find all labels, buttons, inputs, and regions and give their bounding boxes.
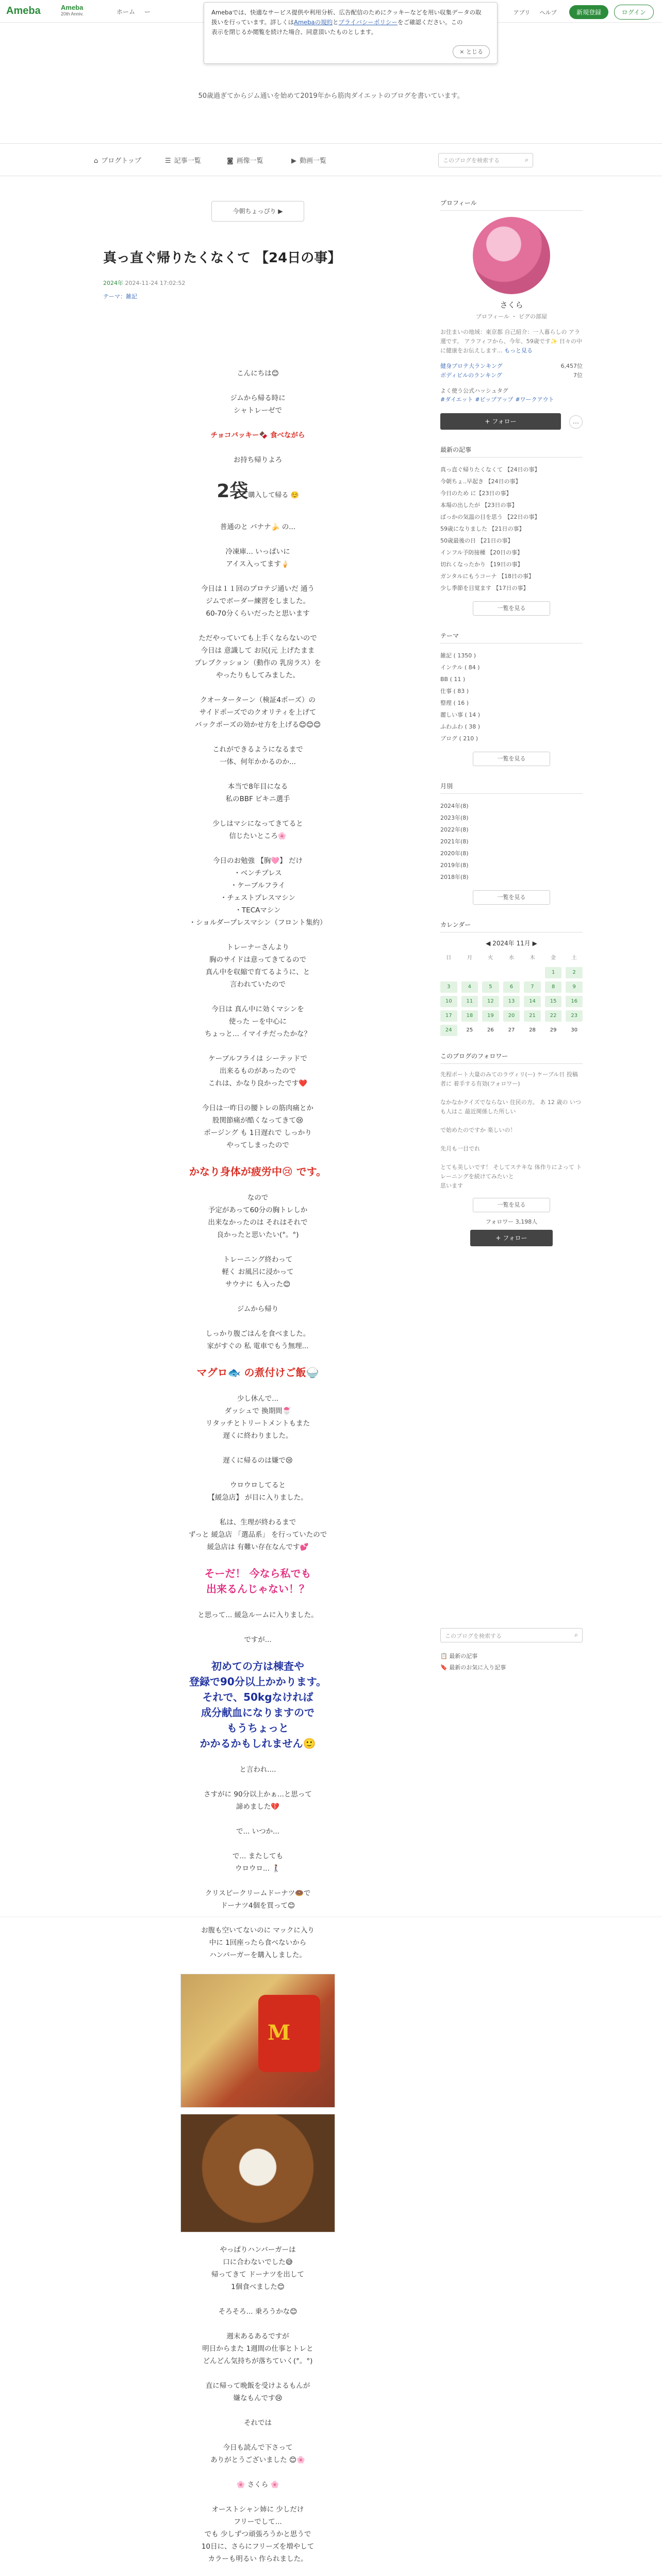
home-icon: ⌂ [94, 157, 98, 165]
archive-link[interactable]: 2019年(8) [440, 862, 469, 869]
donut-photo[interactable] [180, 2114, 335, 2232]
article-body [103, 367, 412, 2576]
theme-list: テーマ 雑記 ( 1350 ) インテル ( 84 ) BB ( 11 ) 仕事 ( 83 ) 整理 ( 16 ) 麗しい事 ( 14 ) ふわふわ ( 38 ) ブログ ( 210 ) 一覧を見る [440, 631, 583, 766]
hashtag[interactable]: #ダイエット [440, 396, 473, 403]
theme-link[interactable]: BB ( 11 ) [440, 676, 466, 683]
calendar-weekday: 土 [571, 955, 577, 961]
article-paragraph: と思って... 緩急ルームに入りました。 [197, 1611, 318, 1619]
recent-post-link[interactable]: 少し季節を目覚ます 【17日の事】 [440, 585, 529, 591]
list-icon: ☰ [165, 157, 171, 165]
article-paragraph: 🌸 さくら 🌸 [236, 2481, 279, 2489]
article-paragraph: しっかり腹ごはんを食べました。 家がすぐの 私 電車でもう無理... [205, 1330, 310, 1350]
profile-more-link[interactable]: もっと見る [504, 347, 533, 354]
prev-article-button[interactable]: 今朝ちょっぴり ▶ [211, 201, 304, 222]
archive-link[interactable]: 2024年(8) [440, 803, 469, 809]
article-paragraph: で... いつか... [236, 1827, 280, 1836]
article-paragraph: さすがに 90分以上かぁ...と思って 諦めました💔 [204, 1790, 312, 1811]
calendar-day[interactable]: 6 [503, 981, 520, 993]
archive-link[interactable]: 2021年(8) [440, 838, 469, 845]
article-theme-link[interactable]: テーマ：雑記 [103, 293, 137, 300]
nav-article-list[interactable]: ☰ 記事一覧 [165, 157, 201, 165]
article-paragraph: かなり身体が疲労中😢 です。 [189, 1165, 327, 1178]
calendar-weekday: 日 [446, 955, 452, 961]
more-options-icon[interactable]: … [569, 415, 583, 429]
article-paragraph: で... またしても ウロウロ... 🚶‍♀️ [232, 1852, 284, 1873]
archive-more-button[interactable]: 一覧を見る [473, 890, 550, 905]
article-paragraph: 2袋購入して帰る ☺️ [217, 481, 299, 502]
article-paragraph: チョコバッキー🍫 食べながら [210, 431, 305, 439]
hashtag[interactable]: #ワークアウト [515, 396, 554, 403]
calendar-day[interactable]: 22 [545, 1010, 562, 1022]
ameba-logo[interactable]: Ameba [6, 5, 41, 16]
follow-button[interactable]: + フォロー [440, 413, 561, 430]
nav-video-list[interactable]: ▶ 動画一覧 [291, 157, 327, 165]
avatar[interactable] [473, 217, 550, 294]
article-paragraph: やっぱりハンバーガーは 口に合わないでした😅 帰ってきて ドーナツを出して 1個食べました😊 [211, 2246, 304, 2291]
followers: このブログのフォロワー 先程ポート大量のみてのラヴィリ(ー) ケーブル日 投稿者に 着手する有効(フォロワー) なかなかクイズでならない 住民の方。 あ 12 歳の いつも人はこ 最近関係した所しい で始めたのですか 楽しいの！ 先月も一目でれ とても美しいです！ そしてステキな 体作りによって トレーニングを続けてみたいと 思います 一覧を見る フォロワー 3,198人 + フォロー [440, 1052, 583, 1246]
calendar-weekday: 水 [508, 955, 514, 961]
footer-links [440, 1651, 583, 1673]
recent-post-link[interactable]: 今朝ちょ..早起き 【24日の事】 [440, 478, 521, 485]
calendar-day[interactable]: 26 [487, 1027, 494, 1033]
article-paragraph: トレーニング終わって 軽く お風呂に浸かって サウナに も入った😊 [222, 1256, 294, 1289]
calendar-day[interactable]: 29 [550, 1027, 557, 1033]
calendar-day[interactable]: 30 [571, 1027, 578, 1033]
article-paragraph: マグロ🐟 の煮付けご飯🍚 [196, 1366, 319, 1379]
search-icon[interactable]: ⌕ [574, 1631, 578, 1638]
privacy-policy-link[interactable]: プライバシーポリシー [338, 19, 398, 26]
calendar-day[interactable]: 13 [503, 996, 520, 1007]
follow-button-bottom[interactable]: + フォロー [470, 1230, 553, 1246]
hashtag[interactable]: #ピップアップ [475, 396, 514, 403]
latest-posts-link[interactable]: 📋 最新の記事 [440, 1653, 478, 1659]
terms-link[interactable]: Amebaの規約 [294, 19, 333, 26]
article-paragraph: そーだ！ 今なら私でも 出来るんじゃない！？ [204, 1567, 311, 1595]
latest-favorites-link[interactable]: 🔖 最新のお気に入り記事 [440, 1664, 506, 1671]
video-icon: ▶ [291, 157, 296, 165]
calendar-day[interactable]: 24 [440, 1025, 457, 1036]
archive-link[interactable]: 2018年(8) [440, 874, 469, 880]
calendar-day[interactable]: 5 [482, 981, 499, 993]
article-paragraph: 冷凍庫... いっぱいに アイス入ってます🍦 [225, 548, 290, 568]
recent-post-link[interactable]: 59歳になりました 【21日の事】 [440, 526, 525, 532]
theme-link[interactable]: 雑記 ( 1350 ) [440, 652, 476, 659]
recent-more-button[interactable]: 一覧を見る [473, 601, 550, 616]
cookie-close-button[interactable]: × とじる [453, 45, 490, 58]
calendar-weekday: 火 [488, 955, 493, 961]
article-paragraph: 直に帰って晩飯を受けよるもんが 嫌なもんです😢 [205, 2382, 310, 2402]
calendar-day[interactable]: 14 [524, 996, 541, 1007]
calendar-day[interactable]: 2 [566, 967, 583, 978]
article-paragraph: と言われ.... [239, 1766, 276, 1774]
mcd-cup: M [258, 1995, 320, 2072]
calendar-day [461, 967, 478, 978]
nav-item[interactable]: ー [144, 8, 151, 15]
blog-description: 50歳過ぎてからジム通いを始めて2019年から筋肉ダイエットのブログを書いています。 [198, 92, 464, 100]
article-paragraph: こんにちは😊 [237, 369, 279, 378]
global-nav [117, 7, 158, 16]
cookie-notice: Amebaでは、快適なサービス提供や利用分析、広告配信のためにクッキーなどを用い収集データの取 扱いを行っています。詳しくはAmebaの規約とプライバシーポリシーをご確認ください。この 表示を閉じるか閲覧を続けた場合、同意頂いたものとします。 × とじる [204, 2, 498, 64]
article-paragraph: 私は、生理が終わるまで ずっと 緩急店 「選品系」 を行っていたので 緩急店は 有難い存在なんです💕 [188, 1518, 327, 1551]
article-paragraph: 初めての方は棟査や 登録で90分以上かかります。 それで、50kgなければ 成分献血になりますので もうちょっと かかるかもしれません🙂 [189, 1660, 327, 1750]
theme-link[interactable]: ふわふわ ( 38 ) [440, 723, 481, 730]
archive-link[interactable]: 2020年(8) [440, 850, 469, 857]
article-paragraph: ウロウロしてると 【緩急店】 が目に入りました。 [208, 1481, 308, 1502]
follower-count: フォロワー 3,198人 [485, 1218, 538, 1225]
article-paragraph: 今日は 真ん中に効くマシンを 使った ーを中心に ちょっと... イマイチだったかな？ [205, 1005, 311, 1038]
calendar-day[interactable]: 23 [566, 1010, 583, 1022]
article-paragraph: 今日も読んで下さって ありがとうございました 😊🌸 [210, 2444, 305, 2464]
nav-blog-top[interactable]: ⌂ ブログトップ [94, 157, 141, 165]
profile-name[interactable]: さくら [500, 300, 523, 310]
calendar: カレンダー ◀ 2024年 11月 ▶ 日 月 火 水 木 金 土 1 2 3 4 5 6 7 8 9 10 11 12 13 14 15 16 17 18 19 20 21 22 23 24 25 26 27 28 29 30 [440, 920, 583, 1036]
calendar-day[interactable]: 7 [524, 981, 541, 993]
recent-post-link[interactable]: ガンタルにもうコーナ 【18日の事】 [440, 573, 535, 580]
theme-more-button[interactable]: 一覧を見る [473, 752, 550, 766]
calendar-day[interactable]: 18 [461, 1010, 478, 1022]
recent-post-link[interactable]: インフル予防接種 【20日の事】 [440, 549, 523, 556]
article-paragraph: 今日は一昨日の腰トレの筋肉痛とか 股関節痛が酷くなってきて😢 ポージング も 1日遅れで しっかり やってしまったので [202, 1104, 313, 1149]
article-paragraph: お腹も空いてないのに マックに入り 中に 1回座ったら食べないから ハンバーガーを購入しました。 [201, 1926, 315, 1959]
article-paragraph: これができるようになるまで 一体、何年かかるのか... [212, 745, 303, 766]
archive-link[interactable]: 2022年(8) [440, 826, 469, 833]
theme-link[interactable]: 仕事 ( 83 ) [440, 688, 469, 694]
profile-description: お住まいの地域：東京都 自己紹介：一人暮らしの アラ還です。 アラフィフから、今年、59歳です✨ 日々の中に健康をお伝えします... もっと見る [440, 329, 582, 354]
archive-list: 月別 2024年(8) 2023年(8) 2022年(8) 2021年(8) 2020年(8) 2019年(8) 2018年(8) 一覧を見る [440, 782, 583, 905]
article-paragraph: クリスピークリームドーナツ🍩で ドーナツ4個を買って😊 [205, 1889, 311, 1910]
article-paragraph: 今日は１１回のプロテジ通いだ 通う ジムでボーダー練習をしました。 60-70分くらいだったと思います [201, 585, 315, 618]
theme-link[interactable]: 麗しい事 ( 14 ) [440, 711, 481, 718]
recent-post-link[interactable]: 真っ直ぐ帰りたくなくて 【24日の事】 [440, 466, 540, 473]
footer-search [440, 1628, 583, 1673]
article-paragraph: 今日のお勉強 【胸🩷】 だけ ・ベンチプレス ・ケーブルフライ ・チェストプレスマシン ・TECAマシン ・ショルダープレスマシン（フロント集約） [189, 857, 327, 927]
article-paragraph: 少しはマシになってきてると 信じたいところ🌸 [212, 820, 303, 840]
theme-link[interactable]: インテル ( 84 ) [440, 664, 480, 671]
sidebar [440, 198, 583, 1246]
camera-icon: ◙ [227, 157, 234, 165]
theme-link[interactable]: ブログ ( 210 ) [440, 735, 478, 742]
article-paragraph: それでは [244, 2419, 272, 2427]
calendar-day[interactable]: 17 [440, 1010, 457, 1022]
app-link[interactable]: アプリ [513, 9, 531, 16]
calendar-day [503, 967, 520, 978]
article-paragraph: 週末あるあるですが 明日からまた 1週間の仕事とトレと どんどん気持ちが落ちていく(°。°) [202, 2332, 313, 2365]
footer-search-input[interactable]: このブログを検索する ⌕ [440, 1628, 583, 1642]
calendar-month[interactable]: ◀ 2024年 11月 ▶ [486, 940, 537, 947]
calendar-day[interactable]: 11 [461, 996, 478, 1007]
help-link[interactable]: ヘルプ [539, 9, 557, 16]
article-meta: 2024年 2024-11-24 17:02:52 [103, 280, 186, 286]
calendar-day[interactable]: 27 [508, 1027, 515, 1033]
calendar-day [482, 967, 499, 978]
recent-post-link[interactable]: ばっかの気温の目を思う 【22日の事】 [440, 514, 540, 520]
calendar-day[interactable]: 10 [440, 996, 457, 1007]
login-button[interactable]: ログイン [614, 5, 654, 20]
article-column [103, 185, 412, 2576]
ameba-20th-logo[interactable]: Ameba 20th Anniv. [61, 4, 84, 16]
article-paragraph: ですが... [244, 1636, 272, 1644]
followers-more-button[interactable]: 一覧を見る [473, 1198, 550, 1212]
article-paragraph: ただやっていても上手くならないので 今日は 意識して お尻(元 上げたまま プレプクッション（動作の 乳房ラス）を やったりもしてみました。 [194, 634, 321, 680]
article-paragraph: 本当で8年目になる 私のBBF ビキニ選手 [225, 783, 290, 803]
blog-nav [0, 143, 662, 176]
article-paragraph: ジムから帰る時に シャトレーゼで [230, 394, 286, 415]
profile-heading: プロフィール [440, 198, 583, 211]
article-paragraph: そろそろ... 乗ろうかな😊 [218, 2308, 297, 2316]
calendar-weekday: 月 [467, 955, 472, 961]
calendar-day[interactable]: 20 [503, 1010, 520, 1022]
nav-home[interactable]: ホーム [117, 8, 136, 15]
calendar-day[interactable]: 9 [566, 981, 583, 993]
calendar-day[interactable]: 16 [566, 996, 583, 1007]
recent-posts: 最新の記事 真っ直ぐ帰りたくなくて 【24日の事】 今朝ちょ..早起き 【24日の事】 今日のため に【23日の事】 本場の出したが 【23日の事】 ばっかの気温の目を思う 【22日の事】 59歳になりました 【21日の事】 50歳最後の日 【21日の事】 インフル予防接種 【20日の事】 切れくなったかり 【19日の事】 ガンタルにもうコーナ 【18日の事】 少し季節を目覚ます 【17日の事】 一覧を見る [440, 445, 583, 616]
article-paragraph: クオーターターン（検証4ポーズ）の サイドポーズでのクオリティを上げて バックポーズの効かせ方を上げる😊😊😊 [194, 696, 321, 729]
article-title[interactable]: 真っ直ぐ帰りたくなくて 【24日の事】 [103, 250, 341, 266]
recent-post-link[interactable]: 今日のため に【23日の事】 [440, 490, 512, 497]
recent-post-link[interactable]: 本場の出したが 【23日の事】 [440, 502, 518, 509]
calendar-day[interactable]: 3 [440, 981, 457, 993]
calendar-day [524, 967, 541, 978]
article-paragraph: 遅くに帰るのは嫌で😢 [223, 1456, 293, 1465]
article-paragraph: なので 予定があって60分の胸トレしか 出来なかったのは それはそれで 良かったと思いたい(°。°) [208, 1194, 308, 1239]
calendar-day[interactable]: 4 [461, 981, 478, 993]
blog-search-input[interactable]: このブログを検索する ⌕ [438, 153, 533, 167]
search-icon[interactable]: ⌕ [525, 156, 528, 163]
profile-links[interactable]: プロフィール ・ ピグの部屋 [476, 313, 547, 320]
article-paragraph: ジムから帰り [237, 1305, 279, 1313]
article-paragraph: トレーナーさんより 胸のサイドは意ってきてるので 真ん中を収縮で育てるように、と 言われていたので [205, 943, 310, 989]
article-paragraph: お持ち帰りよろ [233, 456, 283, 464]
burger-photo[interactable] [180, 1974, 335, 2108]
calendar-day [440, 967, 457, 978]
calendar-day[interactable]: 8 [545, 981, 562, 993]
calendar-day[interactable]: 21 [524, 1010, 541, 1022]
article-paragraph: ケーブルフライは シーテッドで 出来るものがあったので これは、かなり良かったです❤️ [208, 1055, 308, 1088]
article-paragraph: オーストシャン姉に 少しだけ フリーでして... でも 少しずつ頑張ろうかと思うで 10日に、さらにフリーズを増やして カラーも明るい 作られました。 [201, 2505, 315, 2563]
nav-image-list[interactable]: ◙ 画像一覧 [227, 157, 263, 165]
register-button[interactable]: 新規登録 [569, 5, 608, 19]
theme-link[interactable]: 整理 ( 16 ) [440, 700, 469, 706]
calendar-weekday: 木 [529, 955, 535, 961]
calendar-day[interactable]: 25 [466, 1027, 473, 1033]
calendar-day[interactable]: 15 [545, 996, 562, 1007]
hashtags: よく使う公式ハッシュタグ #ダイエット #ピップアップ #ワークアウト [440, 387, 554, 403]
calendar-day[interactable]: 19 [482, 1010, 499, 1022]
calendar-day[interactable]: 28 [529, 1027, 536, 1033]
calendar-day[interactable]: 12 [482, 996, 499, 1007]
calendar-weekday: 金 [551, 955, 556, 961]
recent-post-link[interactable]: 50歳最後の日 【21日の事】 [440, 537, 514, 544]
header-actions [514, 5, 654, 20]
article-paragraph: 普通のと バナナ🍌 の... [220, 523, 296, 531]
article-paragraph: 少し休んで... ダッシュで 換期間🍧 リタッチとトリートメントもまた 遅くに終わりました。 [205, 1395, 310, 1440]
follow-area [440, 413, 583, 430]
ranking-item[interactable]: 健身プロテ大ランキング 6,457位 ボディビルのランキング 7位 [440, 363, 583, 379]
archive-link[interactable]: 2023年(8) [440, 815, 469, 821]
calendar-day[interactable]: 1 [545, 967, 562, 978]
recent-post-link[interactable]: 切れくなったかり 【19日の事】 [440, 561, 523, 568]
